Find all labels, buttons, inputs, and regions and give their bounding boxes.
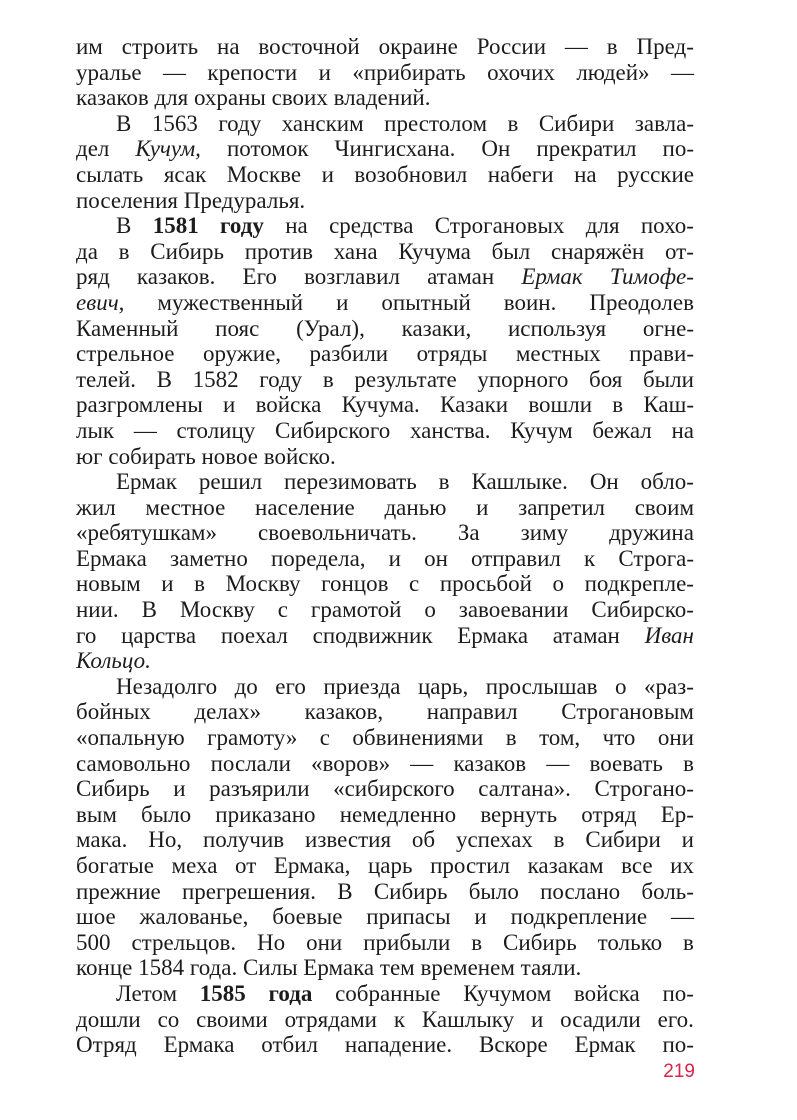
text-line: го царства поехал сподвижник Ермака атаман Иван	[76, 622, 694, 648]
text-line: да в Сибирь против хана Кучума был снаряжён от-	[76, 238, 694, 264]
paragraph	[76, 213, 694, 469]
text-line: шое жалованье, боевые припасы и подкрепление —	[76, 904, 694, 930]
text-line: стрельное оружие, разбили отряды местных прави-	[76, 341, 694, 367]
paragraph	[76, 469, 694, 674]
text-line: мака. Но, получив известия об успехах в Сибири и	[76, 827, 694, 853]
paragraph	[76, 981, 694, 1058]
text-line: Сибирь и разъярили «сибирского салтана». Строгано-	[76, 776, 694, 802]
text-line: дел Кучум, потомок Чингисхана. Он прекратил по-	[76, 136, 694, 162]
text-line: юг собирать новое войско.	[76, 443, 336, 469]
text-line: Незадолго до его приезда царь, прослышав о «раз-	[116, 673, 694, 699]
text-line: самовольно послали «воров» — казаков — воевать в	[76, 750, 694, 776]
text-line: В 1563 году ханским престолом в Сибири завла-	[116, 110, 694, 136]
text-line: Каменный пояс (Урал), казаки, используя огне-	[76, 315, 694, 341]
text-line: им строить на восточной окраине России — в Пред-	[76, 34, 694, 59]
text-line: ряд казаков. Его возглавил атаман Ермак Тимофе-	[76, 264, 694, 290]
paragraph	[76, 34, 694, 111]
text-line: 500 стрельцов. Но они прибыли в Сибирь только в	[76, 929, 694, 955]
text-line: сылать ясак Москве и возобновил набеги на русские	[76, 161, 694, 187]
text-line: казаков для охраны своих владений.	[76, 85, 431, 111]
text-line: богатые меха от Ермака, царь простил казакам все их	[76, 853, 694, 878]
text-line: нии. В Москву с грамотой о завоевании Сибирско-	[76, 597, 694, 623]
text-line: дошли со своими отрядами к Кашлыку и осадили его.	[76, 1006, 694, 1032]
text-line: «ребятушкам» своевольничать. За зиму дружина	[76, 520, 694, 546]
text-line: прежние прегрешения. В Сибирь было послано боль-	[76, 878, 694, 904]
text-line: лык — столицу Сибирского ханства. Кучум бежал на	[76, 417, 694, 443]
text-line: уралье — крепости и «прибирать охочих людей» —	[76, 59, 694, 85]
text-line: евич, мужественный и опытный воин. Преодолев	[76, 289, 694, 315]
text-line: жил местное население данью и запретил своим	[76, 494, 694, 520]
text-line: поселения Предуралья.	[76, 187, 306, 213]
text-line: новым и в Москву гонцов с просьбой о подкрепле-	[76, 571, 694, 597]
text-line: конце 1584 года. Силы Ермака тем временем таяли.	[76, 955, 582, 981]
text-line: вым было приказано немедленно вернуть отряд Ер-	[76, 801, 694, 827]
page-number: 219	[663, 1061, 695, 1082]
text-line: Отряд Ермака отбил нападение. Вскоре Ермак по-	[76, 1032, 694, 1058]
text-line: Летом 1585 года собранные Кучумом войска по-	[116, 980, 694, 1006]
text-line: телей. В 1582 году в результате упорного боя были	[76, 366, 694, 392]
paragraph	[76, 111, 694, 213]
text-line: В 1581 году на средства Строгановых для похо-	[116, 213, 694, 239]
text-line: «опальную грамоту» с обвинениями в том, что они	[76, 725, 694, 751]
text-line: Ермака заметно поредела, и он отправил к Строга-	[76, 545, 694, 571]
text-line: Ермак решил перезимовать в Кашлыке. Он обло-	[116, 469, 694, 495]
paragraph	[76, 674, 694, 981]
text-line: бойных делах» казаков, направил Строгановым	[76, 699, 694, 725]
body-text	[76, 34, 694, 1058]
text-line: Кольцо.	[76, 648, 151, 674]
text-line: разгромлены и войска Кучума. Казаки вошли в Каш-	[76, 392, 694, 418]
